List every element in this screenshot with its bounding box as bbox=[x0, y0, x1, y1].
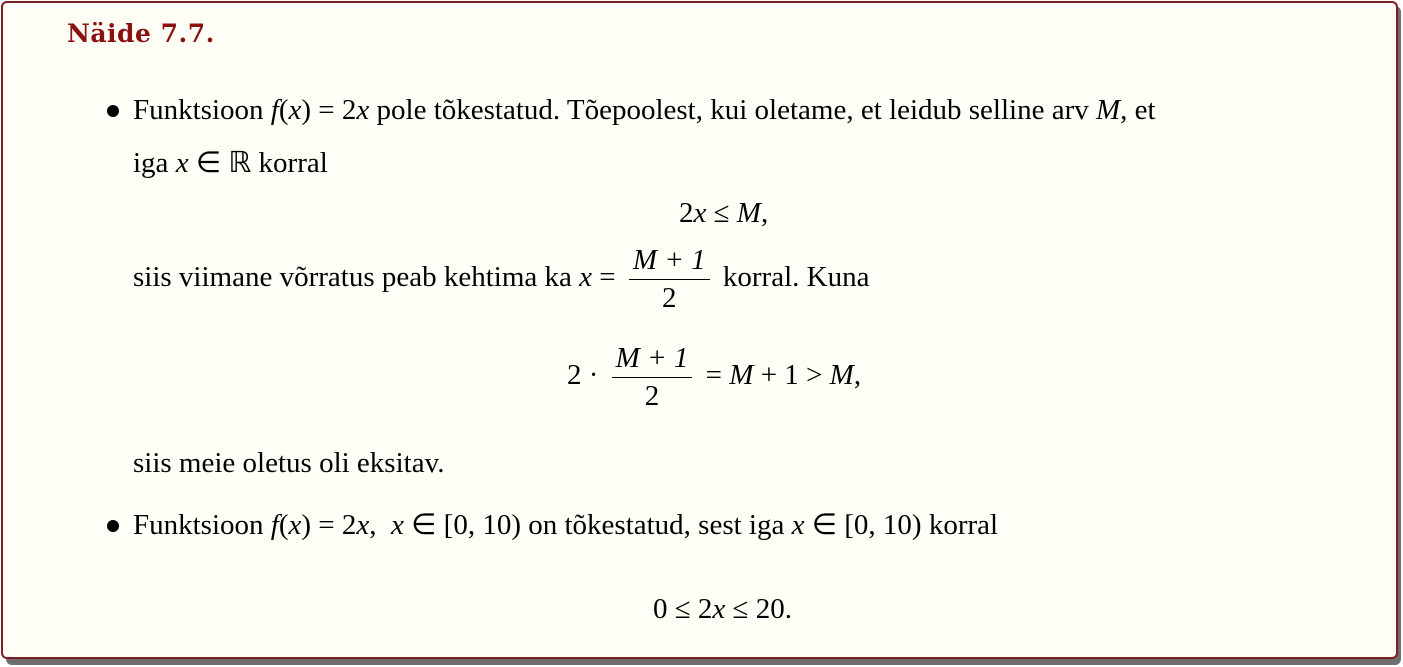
math-x: x bbox=[712, 593, 726, 625]
text: , et bbox=[1120, 94, 1156, 126]
math-x: x bbox=[391, 509, 404, 541]
text: ∈ [0, 10) korral bbox=[804, 509, 999, 541]
fraction-numerator: M + 1 bbox=[632, 244, 706, 276]
text: , bbox=[369, 509, 392, 541]
text: ≤ bbox=[706, 197, 737, 229]
math-x: x bbox=[693, 197, 707, 229]
fraction-denominator: 2 bbox=[662, 282, 677, 314]
math-x: x bbox=[791, 509, 805, 541]
text: 2 bbox=[679, 197, 694, 229]
text: , bbox=[853, 359, 862, 392]
fraction-numerator: M + 1 bbox=[615, 342, 689, 374]
text: ( bbox=[278, 509, 289, 541]
text: + 1 > bbox=[753, 359, 830, 392]
fraction bbox=[629, 246, 710, 313]
math-M: M bbox=[729, 359, 754, 392]
item2-line1 bbox=[133, 511, 998, 540]
math-M: M bbox=[736, 197, 761, 229]
math-x: x bbox=[579, 261, 593, 294]
fraction bbox=[612, 344, 693, 411]
text: = bbox=[705, 359, 730, 392]
equation-1 bbox=[679, 199, 768, 228]
text: ) = 2 bbox=[301, 509, 357, 541]
text: Funktsioon bbox=[133, 94, 264, 126]
bullet-1 bbox=[107, 105, 119, 117]
fraction-denominator: 2 bbox=[644, 380, 660, 412]
text: , bbox=[760, 197, 769, 229]
text: pole tõkestatud. Tõepoolest, kui oletame, et leidub selline arv bbox=[369, 94, 1089, 126]
text: = bbox=[592, 261, 616, 294]
math-x: x bbox=[175, 147, 189, 179]
text: siis viimane võrratus peab kehtima ka bbox=[133, 261, 572, 294]
item1-line3 bbox=[133, 246, 869, 313]
equation-3 bbox=[653, 595, 792, 624]
text: 0 ≤ 2 bbox=[653, 593, 713, 625]
math-x: x bbox=[288, 94, 302, 126]
text: ∈ [0, 10) on tõkestatud, sest iga bbox=[403, 509, 785, 541]
text: Funktsioon bbox=[133, 509, 264, 541]
text: ) = 2 bbox=[301, 94, 357, 126]
text: ≤ 20. bbox=[725, 593, 792, 625]
example-box bbox=[1, 1, 1398, 659]
text: ( bbox=[278, 94, 289, 126]
math-M: M bbox=[829, 359, 854, 392]
math-x: x bbox=[356, 94, 370, 126]
text: iga bbox=[133, 147, 169, 179]
item1-line4 bbox=[133, 449, 444, 478]
math-f: f bbox=[270, 94, 279, 126]
item1-line1 bbox=[133, 96, 1156, 125]
text: siis meie oletus oli eksitav. bbox=[133, 447, 445, 479]
math-M: M bbox=[1095, 94, 1121, 126]
example-title: Näide 7.7. bbox=[67, 19, 215, 48]
item1-line2 bbox=[133, 149, 328, 178]
math-x: x bbox=[288, 509, 302, 541]
bullet-2 bbox=[107, 520, 119, 532]
math-f: f bbox=[270, 509, 279, 541]
equation-2 bbox=[567, 344, 861, 411]
text: ∈ ℝ korral bbox=[188, 147, 328, 179]
text: 2 · bbox=[567, 359, 599, 392]
math-x: x bbox=[356, 509, 370, 541]
text: korral. Kuna bbox=[722, 261, 870, 294]
